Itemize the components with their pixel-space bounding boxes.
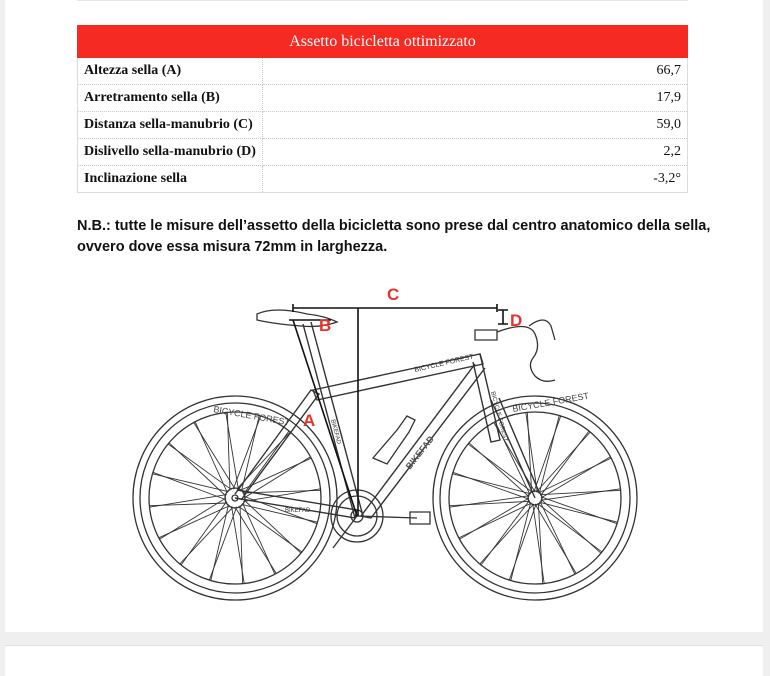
- spoke: [538, 458, 611, 493]
- stem: [475, 330, 497, 340]
- spoke: [168, 444, 232, 490]
- spoke: [453, 472, 529, 499]
- label-b: B: [319, 316, 332, 335]
- crankset: [331, 490, 430, 548]
- spoke: [537, 504, 602, 552]
- fork-logo: BICYCLE FOREST: [489, 390, 509, 443]
- row-value: -3,2°: [263, 166, 688, 193]
- spoke: [533, 504, 545, 584]
- table-row: [78, 166, 688, 193]
- note-line-2: ovvero dove essa misura 72mm in larghezza.: [77, 239, 388, 255]
- top-divider: [77, 0, 688, 5]
- seat-tube-logo: BIKEFAD: [329, 418, 342, 445]
- row-value: 2,2: [263, 139, 688, 166]
- note-line-1: N.B.: tutte le misure dell’assetto della bicicletta sono prese dal centro anatomico della sella,: [77, 218, 711, 234]
- spoke: [540, 501, 575, 574]
- label-c: C: [387, 285, 400, 304]
- table-row: [78, 112, 688, 139]
- water-bottle: [373, 416, 415, 464]
- spoke: [541, 489, 621, 501]
- spoke: [243, 431, 289, 495]
- spoke: [459, 503, 532, 538]
- row-value: 59,0: [263, 112, 688, 139]
- measurement-note: [77, 216, 717, 258]
- spoke: [481, 500, 529, 565]
- label-a: A: [303, 411, 316, 430]
- chainstay-logo: BIKEFAD: [285, 508, 311, 514]
- spoke: [211, 504, 229, 580]
- row-label: Dislivello sella-manubrio (D): [78, 139, 263, 166]
- spoke: [449, 496, 529, 508]
- down-tube-logo: BIKEFAD: [403, 433, 436, 472]
- bike-fit-diagram: [125, 280, 645, 610]
- spoke: [468, 444, 533, 492]
- spoke: [241, 415, 259, 491]
- spoke: [152, 474, 228, 492]
- spoke: [509, 504, 536, 580]
- spoke: [452, 474, 530, 494]
- row-value: 17,9: [263, 85, 688, 112]
- row-label: Distanza sella-manubrio (C): [78, 112, 263, 139]
- seatstay: [235, 390, 319, 500]
- drop-bar: [497, 326, 555, 381]
- spoke: [511, 502, 531, 580]
- spoke: [541, 431, 589, 496]
- spoke: [539, 415, 559, 493]
- rear-rim-logo: BICYCLE FOREST: [212, 404, 291, 428]
- row-label: Inclinazione sella: [78, 166, 263, 193]
- row-value: 66,7: [263, 58, 688, 85]
- spoke: [149, 495, 226, 508]
- spoke: [539, 502, 617, 522]
- table-row: [78, 58, 688, 85]
- front-rim-logo: BICYCLE FOREST: [511, 390, 590, 414]
- next-card: [5, 645, 763, 676]
- spoke: [541, 497, 617, 524]
- frame-logo: BICYCLE FOREST: [413, 353, 475, 374]
- row-label: Altezza sella (A): [78, 58, 263, 85]
- row-label: Arretramento sella (B): [78, 85, 263, 112]
- table-row: [78, 85, 688, 112]
- spoke: [232, 506, 245, 583]
- table-title: Assetto bicicletta ottimizzato: [78, 26, 688, 58]
- spoke: [181, 501, 227, 565]
- line-d: [498, 310, 508, 324]
- label-d: D: [510, 311, 523, 330]
- table-row: [78, 139, 688, 166]
- spoke: [226, 412, 239, 489]
- spoke: [534, 416, 561, 492]
- bike-fit-table: [77, 25, 688, 193]
